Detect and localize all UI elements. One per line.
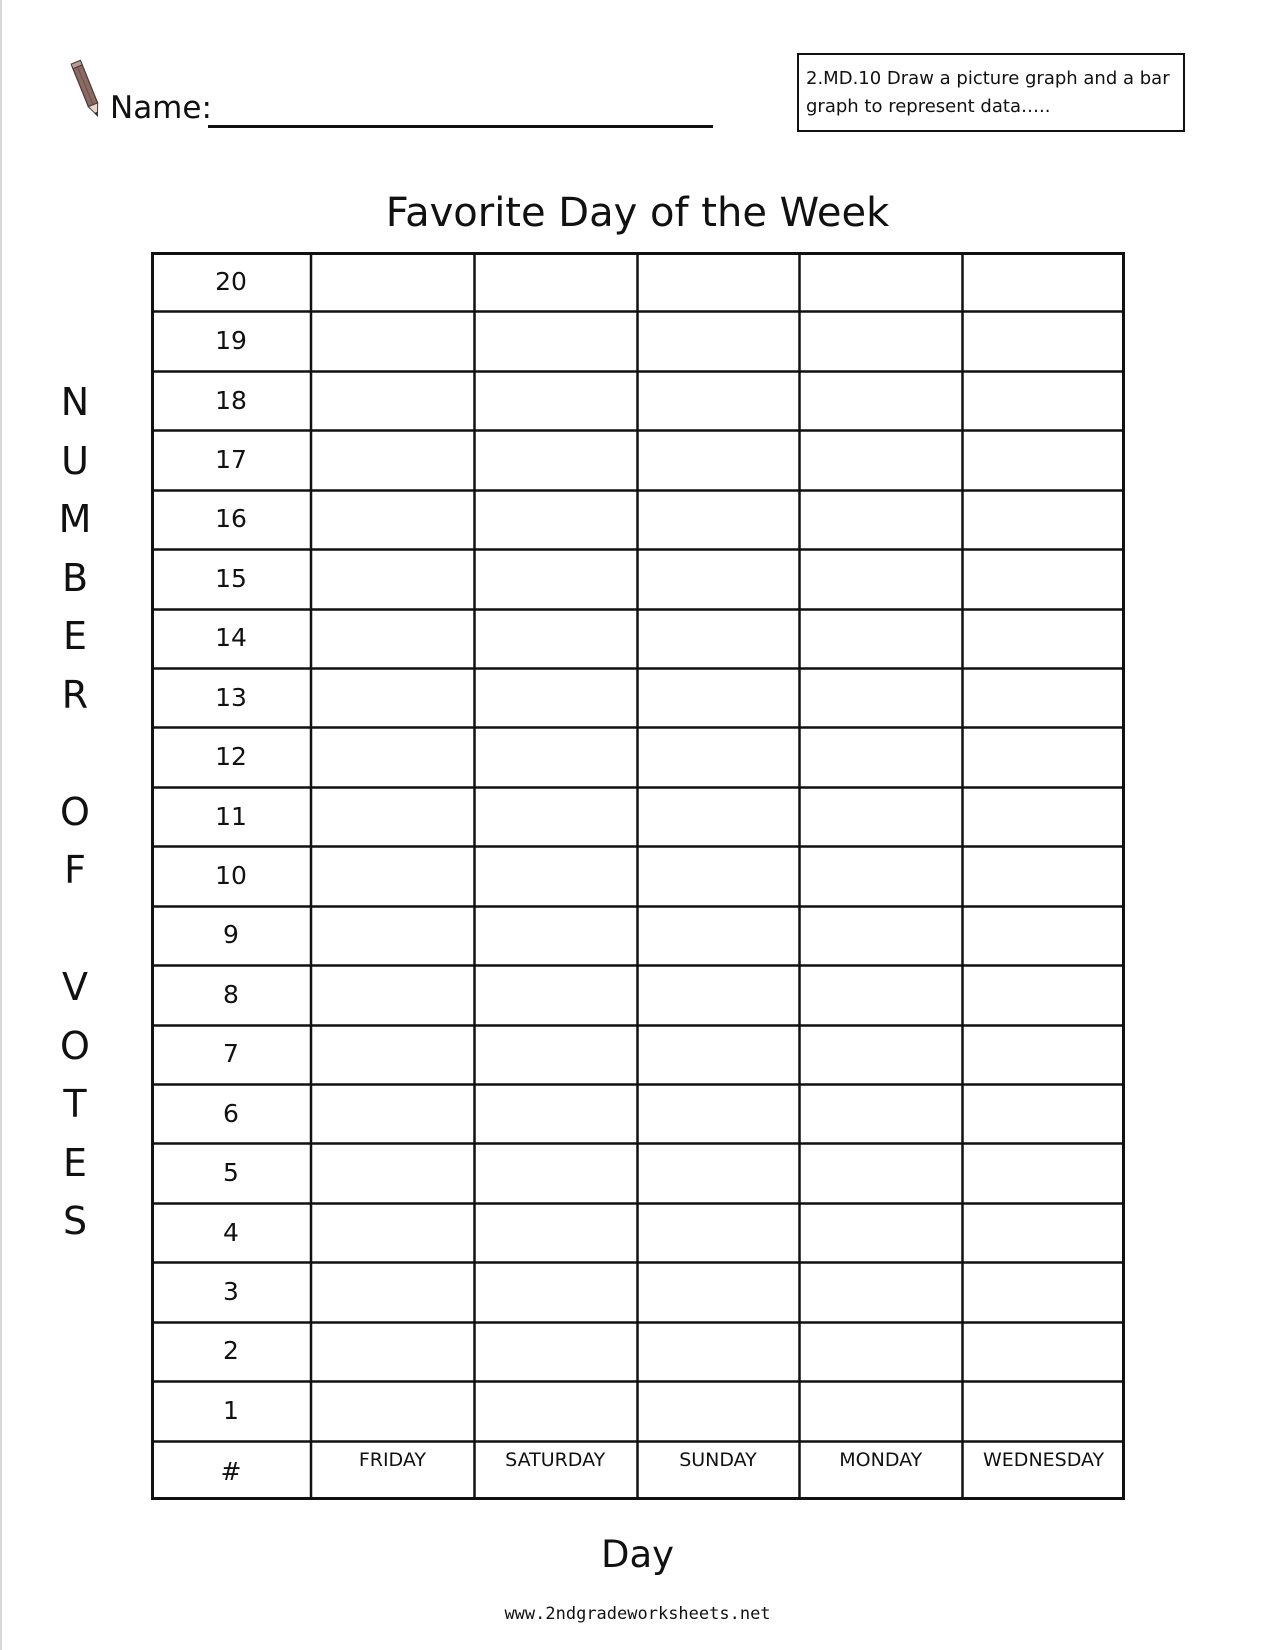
page-title: Favorite Day of the Week	[385, 190, 890, 236]
vote-count-label: 3	[223, 1277, 239, 1306]
y-axis-letter: V	[62, 965, 88, 1009]
vote-count-label: 8	[223, 979, 239, 1009]
y-axis-letter: E	[62, 614, 87, 658]
vote-count-label: 10	[215, 861, 247, 890]
y-axis-letter: F	[64, 848, 86, 892]
vote-count-label: 20	[215, 266, 247, 296]
name-entry-line[interactable]	[208, 125, 713, 128]
vote-count-label: 11	[215, 801, 247, 831]
day-label: WEDNESDAY	[983, 1448, 1105, 1471]
y-axis-letter: S	[62, 1199, 88, 1243]
vote-count-label: 7	[223, 1039, 239, 1069]
vote-count-label: 5	[223, 1158, 239, 1188]
vote-count-label: 19	[215, 326, 247, 356]
vote-count-label: 15	[215, 563, 247, 593]
row-header-symbol: #	[220, 1457, 242, 1487]
y-axis-letter: E	[62, 1140, 87, 1185]
day-label: FRIDAY	[358, 1448, 426, 1471]
vote-count-label: 16	[215, 504, 247, 534]
pencil-icon	[70, 56, 104, 124]
vote-count-label: 18	[215, 385, 247, 415]
y-axis-letter: R	[61, 672, 89, 717]
y-axis-letter: U	[61, 438, 89, 483]
y-axis-letter: O	[60, 789, 90, 834]
x-axis-label: Day	[600, 1533, 675, 1576]
day-label: SATURDAY	[505, 1448, 606, 1471]
vote-count-label: 6	[223, 1098, 239, 1128]
bar-graph-grid	[151, 252, 1125, 1500]
y-axis-letter: T	[63, 1082, 87, 1126]
y-axis-letter: O	[60, 1023, 90, 1068]
day-label: SUNDAY	[679, 1448, 757, 1471]
y-axis-letter: N	[60, 380, 90, 424]
vote-count-label: 12	[215, 742, 247, 772]
vote-count-label: 13	[215, 682, 247, 712]
vote-count-label: 14	[215, 623, 247, 653]
day-label: MONDAY	[839, 1448, 923, 1471]
y-axis-label	[52, 380, 98, 1243]
vote-count-label: 1	[223, 1395, 239, 1425]
vote-count-label: 9	[223, 920, 239, 950]
y-axis-letter: M	[58, 497, 92, 541]
footer-url: www.2ndgradeworksheets.net	[504, 1604, 771, 1624]
standard-box: 2.MD.10 Draw a picture graph and a bar graph to represent data…..	[797, 53, 1185, 132]
vote-count-label: 2	[223, 1336, 239, 1366]
vote-count-label: 17	[215, 445, 247, 474]
y-axis-letter: B	[61, 555, 89, 600]
page-edge	[0, 0, 2, 1650]
vote-count-label: 4	[223, 1217, 239, 1247]
name-label: Name:	[110, 90, 212, 126]
